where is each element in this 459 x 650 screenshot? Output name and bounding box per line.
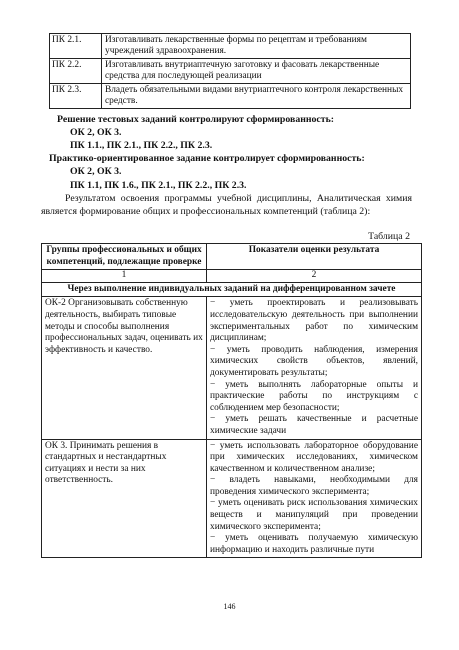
table-caption: Таблица 2 xyxy=(368,231,410,242)
practical-task-professional: ПК 1.1, ПК 1.6., ПК 2.1., ПК 2.2., ПК 2.3. xyxy=(70,180,247,191)
table-row xyxy=(42,297,422,439)
practical-task-general: ОК 2, ОК 3. xyxy=(70,166,122,177)
column-number: 2 xyxy=(207,270,422,283)
indicators-cell xyxy=(207,297,422,439)
table-section-row xyxy=(42,282,422,297)
column-header-groups: Группы профессиональных и общих компетенций, подлежащие проверке xyxy=(42,244,207,270)
test-tasks-general: ОК 2, ОК 3. xyxy=(70,127,122,138)
competency-code: ПК 2.3. xyxy=(50,84,102,109)
column-header-indicators: Показатели оценки результата xyxy=(207,244,422,270)
indicators-cell xyxy=(207,439,422,558)
indicator-item: − владеть навыками, необходимыми для проведения химического эксперимента; xyxy=(210,475,418,497)
indicator-item: − уметь проводить наблюдения, измерения химических свойств объектов, явлений, документировать результаты; xyxy=(210,344,418,378)
competency-code: ПК 2.1. xyxy=(50,34,102,59)
indicator-item: − уметь оценивать риск использования химических веществ и манипуляций при проведении химического эксперимента; xyxy=(210,498,418,532)
indicator-item: − уметь проектировать и реализовывать исследовательскую деятельность при выполнении экспериментальных работ по химическим дисциплинам; xyxy=(210,298,418,344)
table-row xyxy=(42,439,422,558)
competency-text: Изготавливать внутриаптечную заготовку и фасовать лекарственные средства для последующей реализации xyxy=(102,59,411,84)
competency-group: ОК-2 Организовывать собственную деятельность, выбирать типовые методы и способы выполнения профессиональных задач, оценивать их эффективность и качество. xyxy=(42,297,207,439)
indicator-item: − уметь оценивать получаемую химическую информацию и находить различные пути xyxy=(210,533,418,555)
competency-table xyxy=(49,33,411,109)
test-tasks-heading: Решение тестовых заданий контролируют сформированность: xyxy=(57,114,335,125)
column-number: 1 xyxy=(42,270,207,283)
table-row xyxy=(50,59,411,84)
table-header-row xyxy=(42,244,422,270)
practical-task-heading: Практико-ориентированное задание контролирует сформированность: xyxy=(49,153,365,164)
indicator-item: − уметь использовать лабораторное оборудование при химических исследованиях, химическом качественном и количественном анализе; xyxy=(210,440,418,474)
intro-paragraph: Результатом освоения программы учебной дисциплины, Аналитическая химия является формирование общих и профессиональных компетенций (таблица 2): xyxy=(41,193,412,217)
assessment-table xyxy=(41,243,422,558)
competency-text: Изготавливать лекарственные формы по рецептам и требованиям учреждений здравоохранения. xyxy=(102,34,411,59)
table-row xyxy=(50,84,411,109)
competency-text: Владеть обязательными видами внутриаптечного контроля лекарственных средств. xyxy=(102,84,411,109)
competency-group: ОК 3. Принимать решения в стандартных и нестандартных ситуациях и нести за них ответственность. xyxy=(42,439,207,558)
table-row xyxy=(50,34,411,59)
table-number-row xyxy=(42,270,422,283)
section-title: Через выполнение индивидуальных заданий на дифференцированном зачете xyxy=(42,282,422,297)
indicator-item: − уметь решать качественные и расчетные химические задачи xyxy=(210,414,418,436)
indicator-item: − уметь выполнять лабораторные опыты и практические работы по инструкциям с соблюдением мер безопасности; xyxy=(210,379,418,413)
test-tasks-professional: ПК 1.1., ПК 2.1., ПК 2.2., ПК 2.3. xyxy=(70,140,213,151)
page-number: 146 xyxy=(223,602,236,611)
competency-code: ПК 2.2. xyxy=(50,59,102,84)
